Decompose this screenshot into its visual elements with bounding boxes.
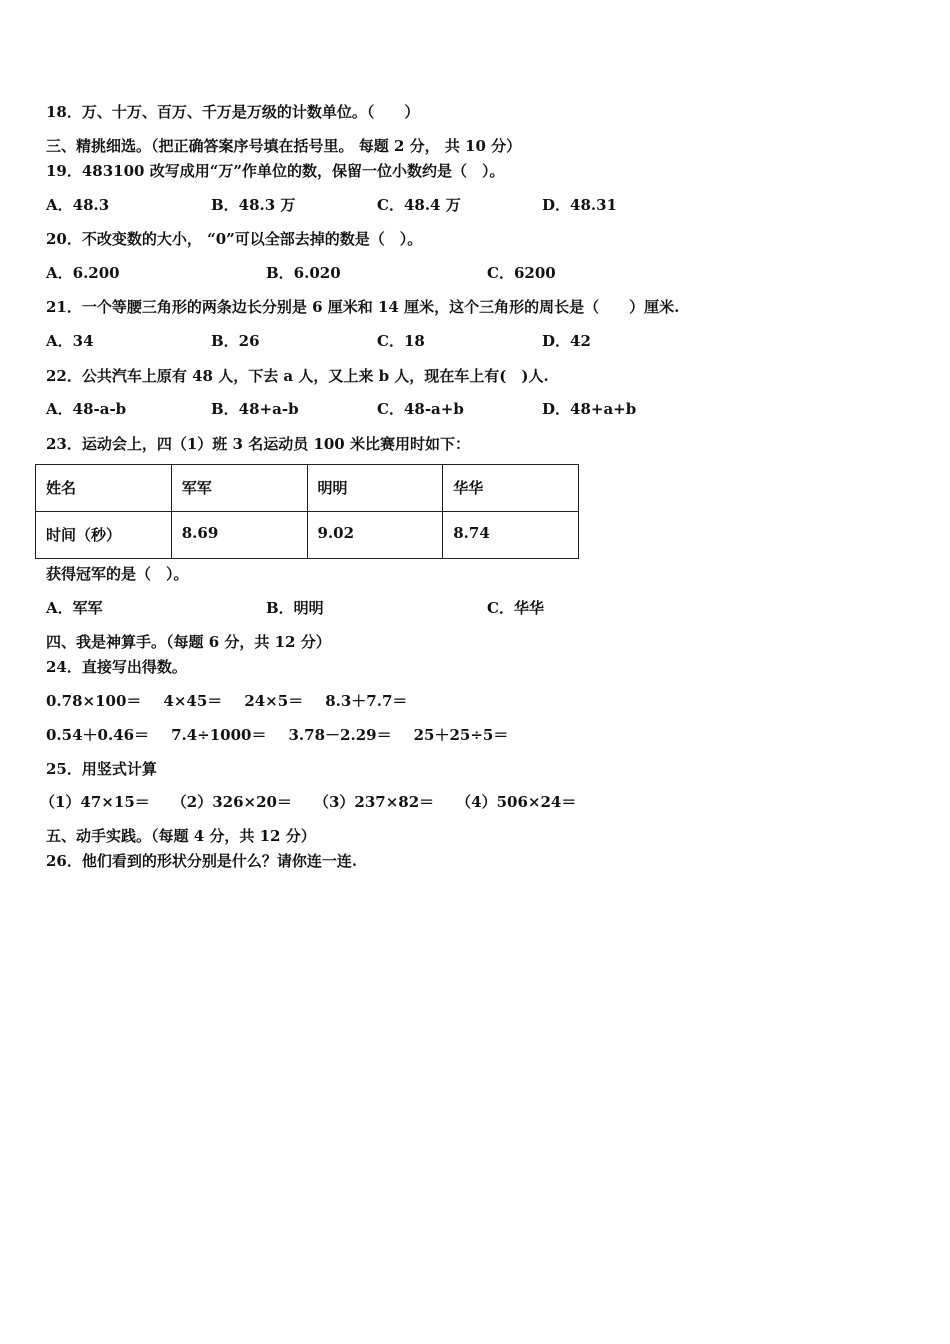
q20-option-c: C．6200 [487,264,556,282]
race-times-table [35,464,579,559]
table-cell: 华华 [443,465,579,512]
question-23-question: 获得冠军的是（ ）。 [46,565,189,583]
calc-item: 25＋25÷5＝ [413,726,509,744]
question-25-stem: 25．用竖式计算 [46,760,157,778]
q19-option-d: D．48.31 [542,196,617,214]
question-26: 26．他们看到的形状分别是什么？请你连一连. [46,852,358,870]
q22-option-a: A．48-a-b [46,400,127,418]
q23-option-b: B．明明 [266,599,324,617]
table-cell: 军军 [171,465,307,512]
q19-option-a: A．48.3 [46,196,110,214]
q21-option-d: D．42 [542,332,591,350]
table-cell: 8.74 [443,512,579,559]
section-5-heading: 五、动手实践。（每题 4 分，共 12 分） [46,827,316,845]
calc-item: （1）47×15＝ [40,793,150,811]
calc-item: （2）326×20＝ [171,793,292,811]
calc-item: 0.54＋0.46＝ [46,726,150,744]
table-cell: 8.69 [171,512,307,559]
q19-option-b: B．48.3 万 [211,196,296,214]
q19-option-c: C．48.4 万 [377,196,461,214]
table-cell: 9.02 [307,512,443,559]
calc-item: 3.78－2.29＝ [288,726,392,744]
table-cell: 明明 [307,465,443,512]
q22-option-c: C．48-a+b [377,400,464,418]
q21-option-b: B．26 [211,332,260,350]
q22-option-b: B．48+a-b [211,400,299,418]
section-3-heading: 三、精挑细选。（把正确答案序号填在括号里。 每题 2 分， 共 10 分） [46,137,522,155]
calc-item: 4×45＝ [163,692,223,710]
question-21-stem: 21．一个等腰三角形的两条边长分别是 6 厘米和 14 厘米，这个三角形的周长是（ ）厘米. [46,298,680,316]
calc-item: 8.3＋7.7＝ [325,692,408,710]
table-row [36,465,579,512]
question-24-stem: 24．直接写出得数。 [46,658,187,676]
q21-option-a: A．34 [46,332,94,350]
calc-item: （3）237×82＝ [313,793,435,811]
question-20-stem: 20．不改变数的大小， “0”可以全部去掉的数是（ ）。 [46,230,423,248]
table-cell: 时间（秒） [36,512,172,559]
q20-option-a: A．6.200 [46,264,120,282]
q23-option-c: C．华华 [487,599,544,617]
calc-item: （4）506×24＝ [456,793,577,811]
calc-item: 24×5＝ [244,692,304,710]
calc-item: 0.78×100＝ [46,692,142,710]
question-18: 18．万、十万、百万、千万是万级的计数单位。（ ） [46,103,420,121]
calc-item: 7.4÷1000＝ [171,726,267,744]
question-22-stem: 22．公共汽车上原有 48 人，下去 a 人，又上来 b 人，现在车上有( )人. [46,367,549,385]
table-row [36,512,579,559]
question-23-stem: 23．运动会上，四（1）班 3 名运动员 100 米比赛用时如下： [46,435,470,453]
q20-option-b: B．6.020 [266,264,341,282]
q22-option-d: D．48+a+b [542,400,637,418]
question-19-stem: 19．483100 改写成用“万”作单位的数，保留一位小数约是（ ）。 [46,162,505,180]
q25-items [40,792,598,812]
q21-option-c: C．18 [377,332,425,350]
table-cell: 姓名 [36,465,172,512]
q24-row-2 [46,725,530,745]
q24-row-1 [46,691,429,711]
q23-option-a: A．军军 [46,599,103,617]
section-4-heading: 四、我是神算手。（每题 6 分，共 12 分） [46,633,331,651]
